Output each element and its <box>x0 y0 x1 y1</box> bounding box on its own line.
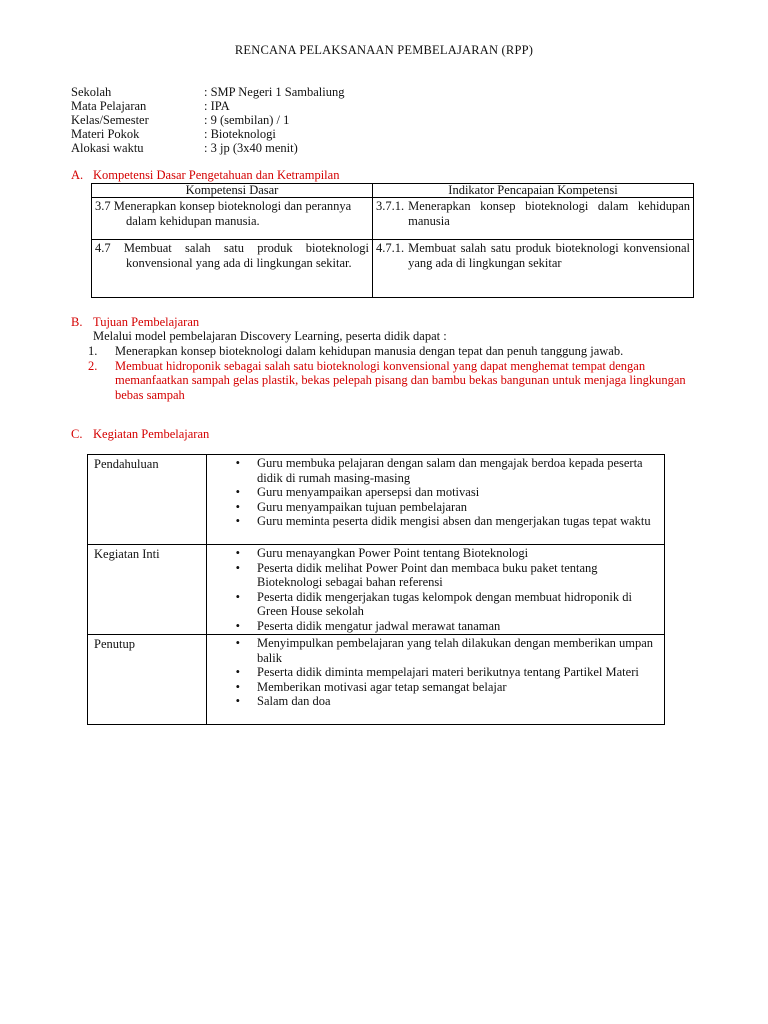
table-row <box>88 455 665 545</box>
indicator-number: 3.7.1. <box>376 199 405 213</box>
identity-row-school <box>71 85 345 99</box>
list-item <box>207 636 660 665</box>
phase-cell: Penutup <box>88 635 207 725</box>
identity-value: : SMP Negeri 1 Sambaliung <box>204 85 345 99</box>
section-letter: B. <box>71 315 83 329</box>
section-c-heading <box>71 427 209 442</box>
indicator-number: 4.7.1. <box>376 241 405 255</box>
activities-table <box>87 454 665 725</box>
section-letter: A. <box>71 168 84 182</box>
identity-row-topic <box>71 127 345 141</box>
section-title: Tujuan Pembelajaran <box>93 315 200 329</box>
identity-row-subject <box>71 99 345 113</box>
table-row <box>92 198 694 240</box>
identity-label: Kelas/Semester <box>71 113 149 127</box>
list-item <box>207 485 660 500</box>
bullet-icon: • <box>235 546 240 560</box>
list-item <box>207 590 660 619</box>
competency-table <box>91 183 694 298</box>
section-title: Kompetensi Dasar Pengetahuan dan Ketrampilan <box>93 168 340 182</box>
goals-list <box>88 344 713 402</box>
bullet-icon: • <box>235 679 240 694</box>
identity-row-class <box>71 113 345 127</box>
list-item <box>207 694 660 709</box>
table-header-row <box>92 184 694 198</box>
list-item <box>207 546 660 561</box>
phase-cell: Kegiatan Inti <box>88 545 207 635</box>
kd-cell <box>92 240 373 298</box>
kd-cell <box>92 198 373 240</box>
list-item <box>88 359 713 403</box>
page-title: RENCANA PELAKSANAAN PEMBELAJARAN (RPP) <box>234 43 534 57</box>
identity-block <box>71 85 345 155</box>
bullet-icon: • <box>235 456 240 470</box>
activity-text: Peserta didik melihat Power Point dan membaca buku paket tentang Bioteknologi sebagai bahan referensi <box>257 560 598 589</box>
list-item <box>207 500 660 515</box>
kd-text: 3.7 Menerapkan konsep bioteknologi dan perannya dalam kehidupan manusia. <box>95 199 352 228</box>
identity-label: Alokasi waktu <box>71 141 144 155</box>
list-item <box>207 665 660 680</box>
list-item <box>207 514 660 529</box>
identity-label: Mata Pelajaran <box>71 99 147 113</box>
table-row <box>88 635 665 725</box>
activity-text: Peserta didik mengatur jadwal merawat tanaman <box>257 618 501 633</box>
section-title: Kegiatan Pembelajaran <box>93 427 210 441</box>
list-item <box>207 456 660 485</box>
identity-label: Sekolah <box>71 85 112 99</box>
list-item <box>207 619 660 634</box>
activity-text: Menyimpulkan pembelajaran yang telah dilakukan dengan memberikan umpan balik <box>257 636 654 665</box>
identity-value: : Bioteknologi <box>204 127 276 141</box>
activity-text: Guru menyampaikan apersepsi dan motivasi <box>257 485 480 499</box>
indicator-cell <box>373 240 694 298</box>
kd-text: 4.7 Membuat salah satu produk bioteknologi konvensional yang ada di lingkungan sekitar. <box>95 241 369 270</box>
activity-text: Peserta didik mengerjakan tugas kelompok dengan membuat hidroponik di Green House sekolah <box>257 589 632 618</box>
activity-cell <box>207 455 665 545</box>
goals-intro: Melalui model pembelajaran Discovery Learning, peserta didik dapat : <box>93 329 447 343</box>
list-item <box>207 680 660 695</box>
column-header: Indikator Pencapaian Kompetensi <box>373 184 694 198</box>
table-row <box>92 240 694 298</box>
indicator-cell <box>373 198 694 240</box>
section-a-heading <box>71 168 339 183</box>
activity-text: Salam dan doa <box>257 694 331 708</box>
goal-text: Menerapkan konsep bioteknologi dalam kehidupan manusia dengan tepat dan penuh tanggung jawab. <box>115 344 624 358</box>
column-header: Kompetensi Dasar <box>92 184 373 198</box>
list-item <box>207 561 660 590</box>
table-row <box>88 545 665 635</box>
activity-cell <box>207 635 665 725</box>
indicator-text: Menerapkan konsep bioteknologi dalam kehidupan manusia <box>408 199 690 228</box>
identity-value: : 9 (sembilan) / 1 <box>204 113 290 127</box>
bullet-icon: • <box>235 694 240 708</box>
identity-label: Materi Pokok <box>71 127 140 141</box>
list-item <box>88 344 713 359</box>
indicator-text: Membuat salah satu produk bioteknologi konvensional yang ada di lingkungan sekitar <box>408 241 690 270</box>
bullet-icon: • <box>235 636 240 650</box>
identity-value: : 3 jp (3x40 menit) <box>204 141 298 155</box>
bullet-icon: • <box>235 618 240 633</box>
bullet-icon: • <box>235 589 240 604</box>
activity-text: Peserta didik diminta mempelajari materi berikutnya tentang Partikel Materi <box>257 665 639 679</box>
bullet-icon: • <box>235 560 240 575</box>
activity-text: Guru meminta peserta didik mengisi absen dan mengerjakan tugas tepat waktu <box>257 514 651 528</box>
bullet-icon: • <box>235 514 240 528</box>
activity-text: Guru menyampaikan tujuan pembelajaran <box>257 499 467 514</box>
goal-text: Membuat hidroponik sebagai salah satu bioteknologi konvensional yang dapat menghemat tempat dengan memanfaatkan sampah gelas plastik, bekas pelepah pisang dan bambu bekas bangunan untuk menjaga lingkungan bebas sampah <box>115 358 686 402</box>
goal-number: 1. <box>88 344 98 358</box>
phase-cell: Pendahuluan <box>88 455 207 545</box>
section-b-heading <box>71 315 199 330</box>
activity-text: Guru membuka pelajaran dengan salam dan mengajak berdoa kepada peserta didik di rumah masing-masing <box>257 456 643 485</box>
section-letter: C. <box>71 427 83 441</box>
bullet-icon: • <box>235 485 240 499</box>
activity-text: Guru menayangkan Power Point tentang Bioteknologi <box>257 546 529 560</box>
activity-text: Memberikan motivasi agar tetap semangat belajar <box>257 679 507 694</box>
bullet-icon: • <box>235 499 240 514</box>
identity-value: : IPA <box>204 99 230 113</box>
activity-cell <box>207 545 665 635</box>
identity-row-time <box>71 141 345 155</box>
bullet-icon: • <box>235 665 240 679</box>
goal-number: 2. <box>88 358 98 373</box>
